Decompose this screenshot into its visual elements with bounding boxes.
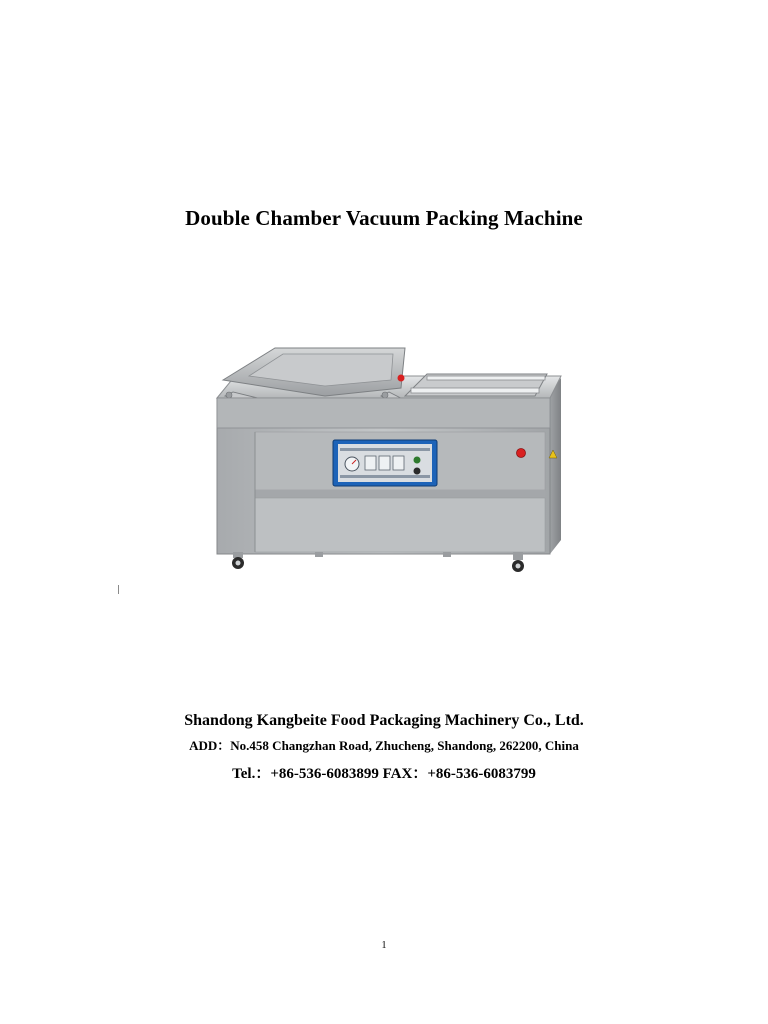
stray-mark	[118, 585, 119, 594]
company-address: ADD：No.458 Changzhan Road, Zhucheng, Shandong, 262200, China	[189, 738, 579, 753]
company-name: Shandong Kangbeite Food Packaging Machinery Co., Ltd.	[184, 712, 584, 729]
document-title: Double Chamber Vacuum Packing Machine	[185, 206, 583, 230]
page-number: 1	[381, 940, 387, 951]
machine-side-face	[550, 378, 561, 554]
vacuum-packing-machine-image	[205, 340, 575, 580]
company-contact: Tel.：+86-536-6083899 FAX：+86-536-6083799	[232, 766, 536, 782]
machine-casters	[232, 552, 524, 572]
control-panel	[333, 440, 437, 486]
